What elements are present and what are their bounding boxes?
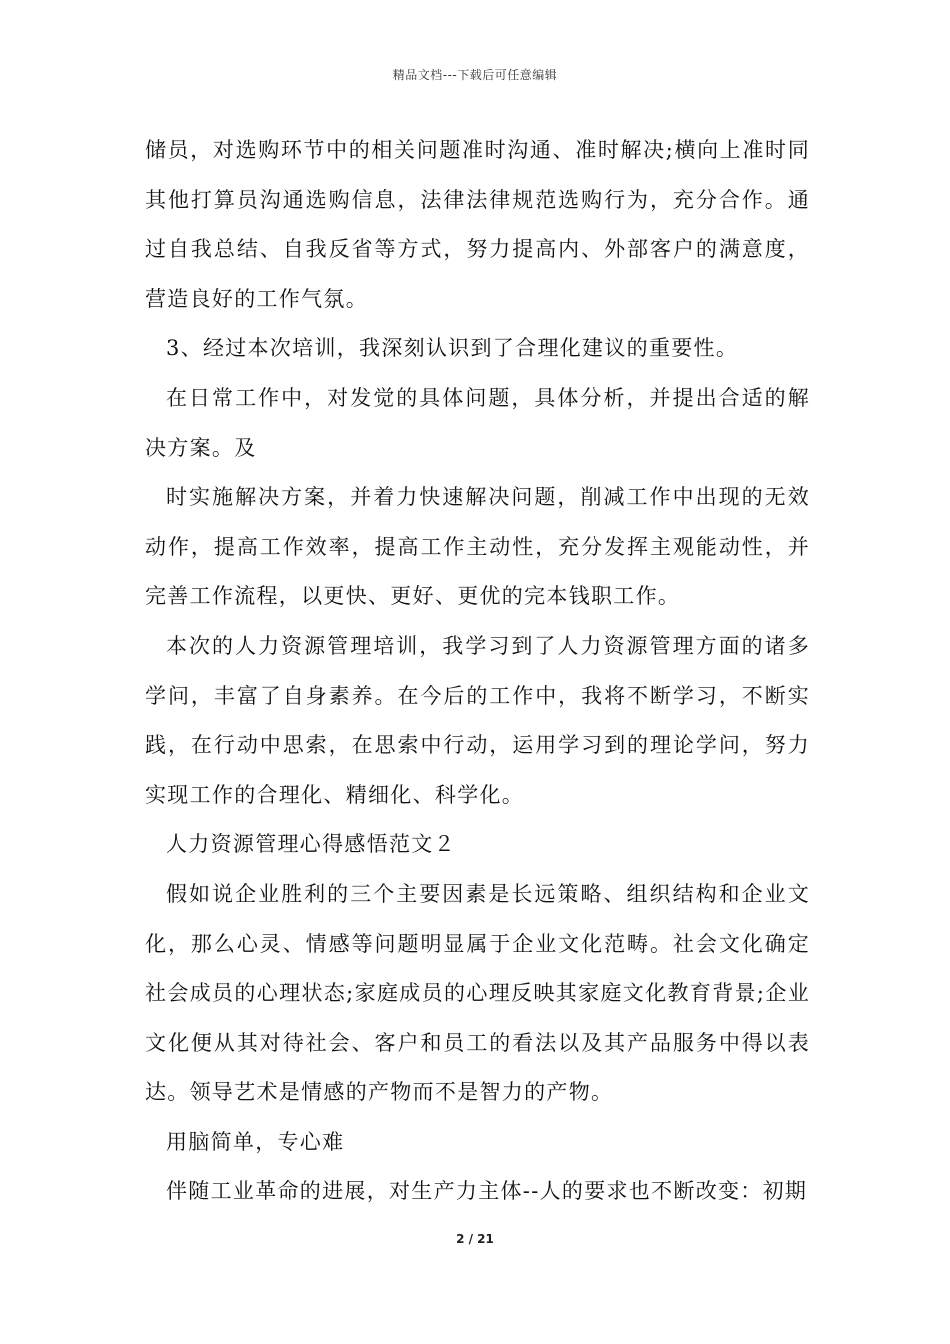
paragraph: 假如说企业胜利的三个主要因素是长远策略、组织结构和企业文化，那么心灵、情感等问题明显属于企业文化范畴。社会文化确定社会成员的心理状态;家庭成员的心理反映其家庭文化教育背景;企业文化便从其对待社会、客户和员工的看法以及其产品服务中得以表达。领导艺术是情感的产物而不是智力的产物。 (145, 881, 810, 1105)
paragraph: 本次的人力资源管理培训，我学习到了人力资源管理方面的诸多学问，丰富了自身素养。在今后的工作中，我将不断学习，不断实践，在行动中思索，在思索中行动，运用学习到的理论学问，努力实现工作的合理化、精细化、科学化。 (145, 633, 810, 807)
page-number: 2 / 21 (456, 1232, 494, 1246)
document-body (145, 126, 810, 1217)
page-header: 精品文档---下载后可任意编辑 (392, 68, 558, 82)
paragraph: 3、经过本次培训，我深刻认识到了合理化建议的重要性。 (166, 336, 739, 361)
subheading: 用脑简单，专心难 (166, 1129, 345, 1154)
paragraph: 在日常工作中，对发觉的具体问题，具体分析，并提出合适的解决方案。及 (145, 385, 810, 460)
paragraph: 伴随工业革命的进展，对生产力主体--人的要求也不断改变：初期 (166, 1179, 808, 1204)
paragraph: 时实施解决方案，并着力快速解决问题，削减工作中出现的无效动作，提高工作效率，提高工作主动性，充分发挥主观能动性，并完善工作流程，以更快、更好、更优的完本钱职工作。 (145, 485, 810, 609)
paragraph: 储员，对选购环节中的相关问题准时沟通、准时解决;横向上准时同其他打算员沟通选购信息，法律法律规范选购行为，充分合作。通过自我总结、自我反省等方式，努力提高内、外部客户的满意度，营造良好的工作气氛。 (145, 138, 810, 311)
section-heading: 人力资源管理心得感悟范文２ (166, 832, 456, 857)
